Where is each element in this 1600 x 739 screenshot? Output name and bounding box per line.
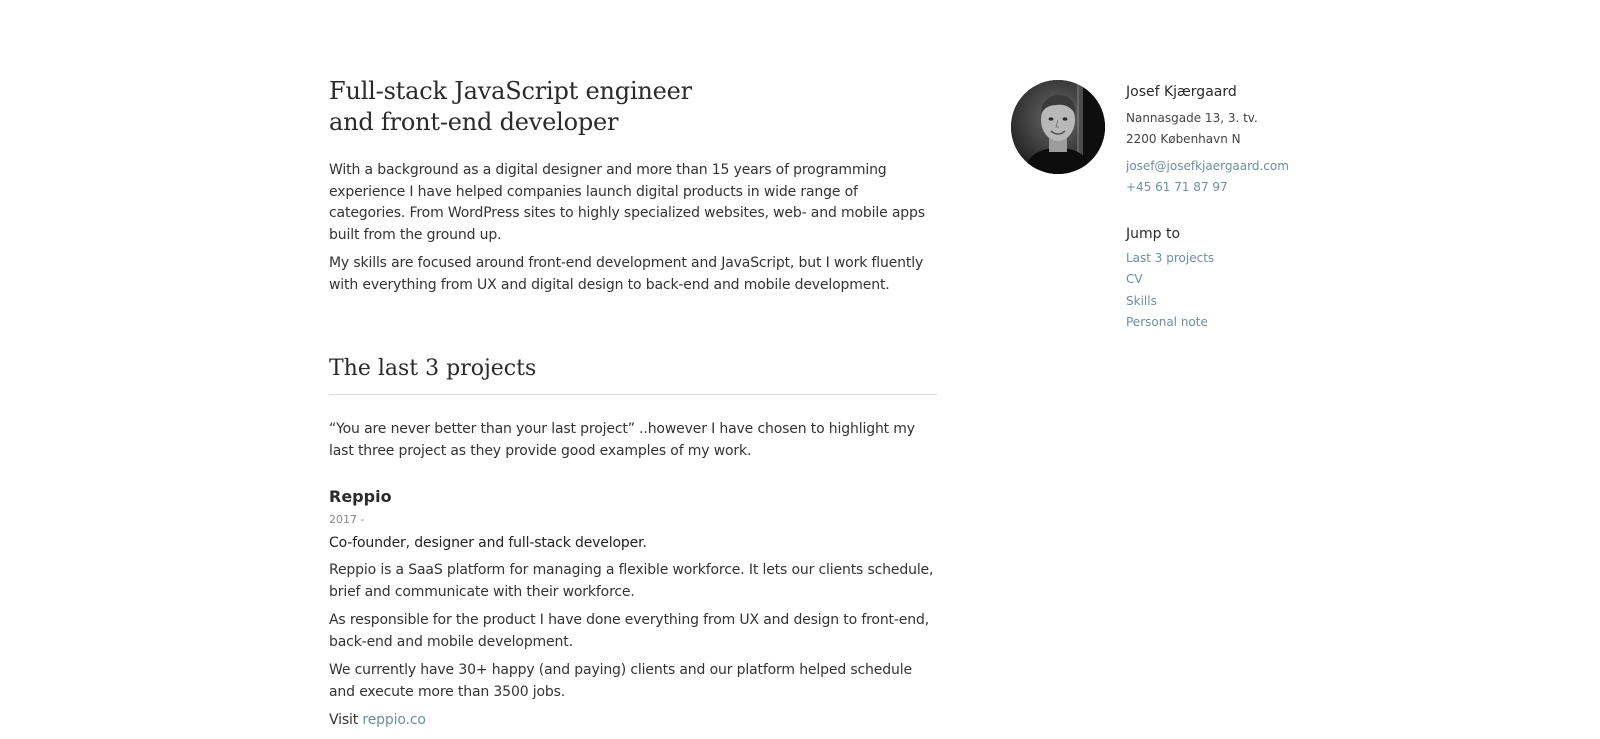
project-item xyxy=(329,486,937,732)
sidebar xyxy=(1126,82,1366,333)
contact-links xyxy=(1126,156,1366,198)
project-name: Reppio xyxy=(329,487,392,506)
jump-to-heading: Jump to xyxy=(1126,226,1181,242)
projects-section-title: The last 3 projects xyxy=(329,354,937,395)
project-description-3: We currently have 30+ happy (and paying) clients and our platform helped schedule and execute more than 3500 jobs. xyxy=(329,662,912,700)
address-line-1: Nannasgade 13, 3. tv. xyxy=(1126,111,1258,125)
project-visit-label: Visit xyxy=(329,712,359,728)
person-name: Josef Kjærgaard xyxy=(1126,84,1237,100)
jump-link-skills[interactable]: Skills xyxy=(1126,293,1157,308)
jump-link-personal-note[interactable]: Personal note xyxy=(1126,314,1208,329)
intro xyxy=(329,160,937,296)
project-description-2: As responsible for the product I have done everything from UX and design to front-end, back-end and mobile development. xyxy=(329,612,930,650)
jump-to-nav xyxy=(1126,248,1366,333)
project-link[interactable]: reppio.co xyxy=(362,712,426,728)
intro-paragraph-2: My skills are focused around front-end development and JavaScript, but I work fluently with everything from UX and digital design to back-end and mobile development. xyxy=(329,255,924,293)
projects-section xyxy=(329,354,937,732)
headline-line-1: Full-stack JavaScript engineer xyxy=(329,77,692,105)
phone-link[interactable]: +45 61 71 87 97 xyxy=(1126,180,1228,194)
project-description-1: Reppio is a SaaS platform for managing a flexible workforce. It lets our clients schedule, brief and communicate with their workforce. xyxy=(329,562,934,600)
portrait-image xyxy=(1011,80,1105,174)
intro-paragraph-1: With a background as a digital designer and more than 15 years of programming experience I have helped companies launch digital products in wide range of categories. From WordPress sites to highly specialized websites, web- and mobile apps built from the ground up. xyxy=(329,162,925,243)
headline-line-2: and front-end developer xyxy=(329,108,619,136)
jump-link-last-projects[interactable]: Last 3 projects xyxy=(1126,251,1215,265)
avatar xyxy=(1011,80,1105,174)
email-link[interactable]: josef@josefkjaergaard.com xyxy=(1126,159,1289,173)
project-visit xyxy=(329,710,937,732)
address-line-2: 2200 København N xyxy=(1126,132,1241,146)
project-years: 2017 - xyxy=(329,513,365,526)
projects-section-intro: “You are never better than your last project” ..however I have chosen to highlight my last three project as they provide good examples of my work. xyxy=(329,421,915,459)
page-headline xyxy=(329,76,937,138)
project-role: Co-founder, designer and full-stack developer. xyxy=(329,535,647,551)
main-content xyxy=(329,76,937,739)
jump-link-cv[interactable]: CV xyxy=(1126,272,1143,287)
